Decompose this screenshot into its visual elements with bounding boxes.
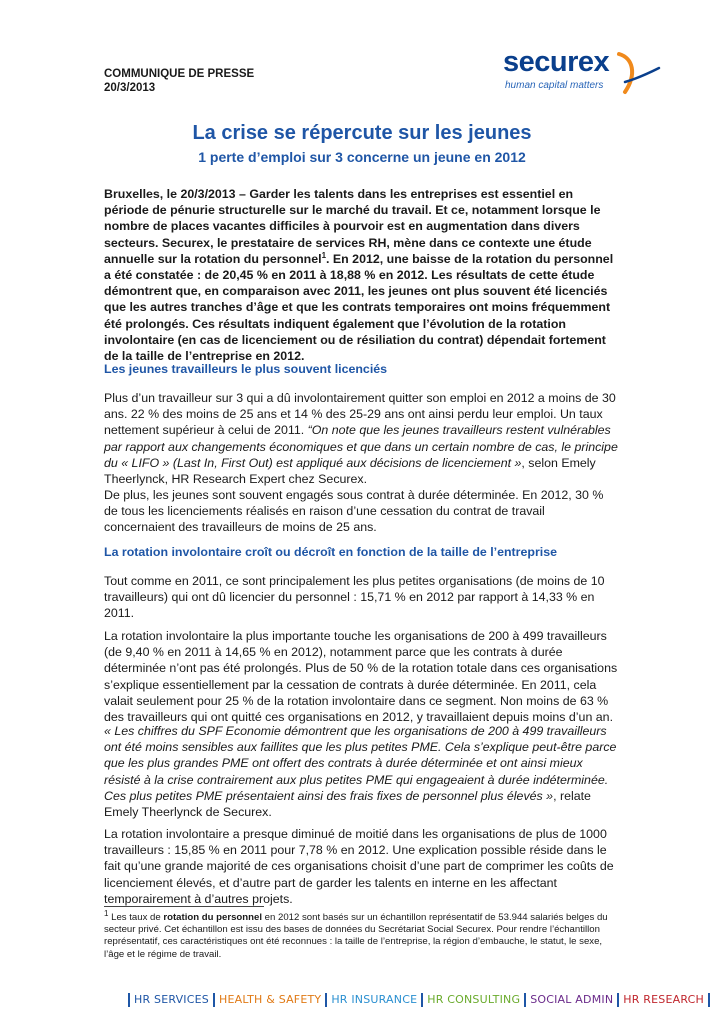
- section2-paragraph2: La rotation involontaire la plus importante touche les organisations de 200 à 499 travailleurs (de 9,40 % en 2011 à 14,65 % en 2012), notamment parce que les contrats à durée déterminée n’ont pas été prolongés. Plus de 50 % de la rotation totale dans ces organisations s’explique essentiellement par la cessation de contrats à durée déterminée. En 2011, cela valait seulement pour 25 % de la rotation involontaire dans ce segment. Non moins de 63 % des travailleurs qui ont quitté ces organisations en 2012, y travaillaient depuis moins d’un an.: [104, 629, 618, 725]
- section2-paragraph3: [104, 723, 618, 820]
- section2-p3-attribution: , relate Emely Theerlynck de Securex.: [104, 788, 591, 820]
- service-social-admin: SOCIAL ADMIN: [524, 993, 617, 1007]
- intro-text-part2: . En 2012, une baisse de la rotation du personnel a été constatée : de 20,45 % en 2011 à 18,88 % en 2012. Les résultats de cette étude démontrent que, en comparaison avec 2011, les jeunes ont plus souvent été licenciés que les autres tranches d’âge et que les contrats temporaires ont moins fréquemment été prolongés. Ces résultats indiquent également que l’évolution de la rotation involontaire (en cas de licenciement ou de résiliation du contrat) dépendait fortement de la taille de l’entreprise en 2012.: [104, 251, 614, 364]
- service-hr-research: HR RESEARCH: [617, 993, 710, 1007]
- page-title: La crise se répercute sur les jeunes: [192, 122, 532, 144]
- section1-paragraph1: [104, 390, 618, 487]
- service-health-safety: HEALTH & SAFETY: [213, 993, 325, 1007]
- section1-p1-quote: “On note que les jeunes travailleurs restent vulnérables par rapport aux changements économiques et que dans un certain nombre de cas, le principe du « LIFO » (Last In, First Out) est appliqué aux décisions de licenciement »: [104, 423, 618, 470]
- header-date: 20/3/2013: [104, 82, 156, 94]
- section1-p1-attribution: , selon Emely Theerlynck, HR Research Expert chez Securex.: [104, 455, 596, 487]
- section1-p1-text: Plus d’un travailleur sur 3 qui a dû involontairement quitter son emploi en 2012 a moins de 30 ans. 22 % des moins de 25 ans et 14 % des 25-29 ans ont ainsi perdu leur emploi. Un taux nettement supérieur à celui de 2011.: [104, 391, 616, 438]
- section2-paragraph1: Tout comme en 2011, ce sont principalement les plus petites organisations (de moins de 10 travailleurs) qui ont dû licencier du personnel : 15,71 % en 2012 par rapport à 14,33 % en 2011.: [104, 574, 605, 621]
- section1-heading: Les jeunes travailleurs le plus souvent licenciés: [104, 362, 388, 376]
- header-label: COMMUNIQUE DE PRESSE: [104, 68, 255, 80]
- service-hr-consulting: HR CONSULTING: [421, 993, 524, 1007]
- footnote-ref: 1: [321, 250, 327, 260]
- footnote-text-bold: rotation du personnel: [163, 912, 262, 923]
- services-footer: [128, 992, 710, 1008]
- service-hr-insurance: HR INSURANCE: [325, 993, 421, 1007]
- page-subtitle: 1 perte d’emploi sur 3 concerne un jeune en 2012: [198, 149, 526, 165]
- section1-paragraph2: De plus, les jeunes sont souvent engagés sous contrat à durée déterminée. En 2012, 30 % de tous les licenciements réalisés en raison d’une cessation du contrat de travail concernaient des travailleurs de moins de 25 ans.: [104, 488, 604, 535]
- footnote-divider: [104, 906, 264, 907]
- service-hr-services: HR SERVICES: [128, 993, 213, 1007]
- section2-p3-quote: « Les chiffres du SPF Economie démontrent que les organisations de 200 à 499 travailleurs ont été moins sensibles aux faillites que les plus petites PME. Cela s’explique peut-être parce que les plus grandes PME ont offert des contrats à durée déterminée et ont ainsi mieux résisté à la crise contrairement aux plus petites PME qui engageaient à durée indéterminée. Ces plus petites PME présentaient ainsi des frais fixes de personnel plus élevés »: [104, 724, 617, 803]
- intro-paragraph: [104, 186, 618, 364]
- document-header: [104, 67, 254, 95]
- logo-tagline: human capital matters: [505, 80, 604, 91]
- section2-heading: La rotation involontaire croît ou décroît en fonction de la taille de l’entreprise: [104, 545, 558, 559]
- section2-paragraph4: La rotation involontaire a presque diminué de moitié dans les organisations de plus de 1000 travailleurs : 15,85 % en 2011 pour 7,78 % en 2012. Une explication possible réside dans le fait qu’une grande majorité de ces organisations choisit d’une part de comprimer les coûts de licenciement élevés, et d’autre part de garder les talents en interne en les affectant temporairement à d’autres projets.: [104, 827, 614, 906]
- logo-swoosh-icon: [611, 48, 661, 100]
- footnote: [104, 908, 618, 961]
- footnote-mark: 1: [104, 908, 109, 918]
- footnote-text-post: en 2012 sont basés sur un échantillon représentatif de 53.944 salariés belges du secteur privé. Cet échantillon est issu des bases de données du Secrétariat Social Securex. Pour rendre l’échantillon représentatif, ces caractéristiques ont été reconnues : la taille de l’entreprise, la région d’embauche, le statut, le sexe, l’âge et le régime de travail.: [104, 912, 608, 960]
- logo-wordmark: securex: [503, 46, 610, 78]
- footnote-text-pre: Les taux de: [108, 912, 164, 923]
- securex-logo: [493, 46, 663, 102]
- intro-text-part1: Bruxelles, le 20/3/2013 – Garder les talents dans les entreprises est essentiel en période de pénurie structurelle sur le marché du travail. Et ce, notamment lorsque le nombre de places vacantes difficiles à pourvoir est en augmentation dans divers secteurs. Securex, le prestataire de services RH, mène dans ce contexte une étude annuelle sur la rotation du personnel: [104, 187, 601, 266]
